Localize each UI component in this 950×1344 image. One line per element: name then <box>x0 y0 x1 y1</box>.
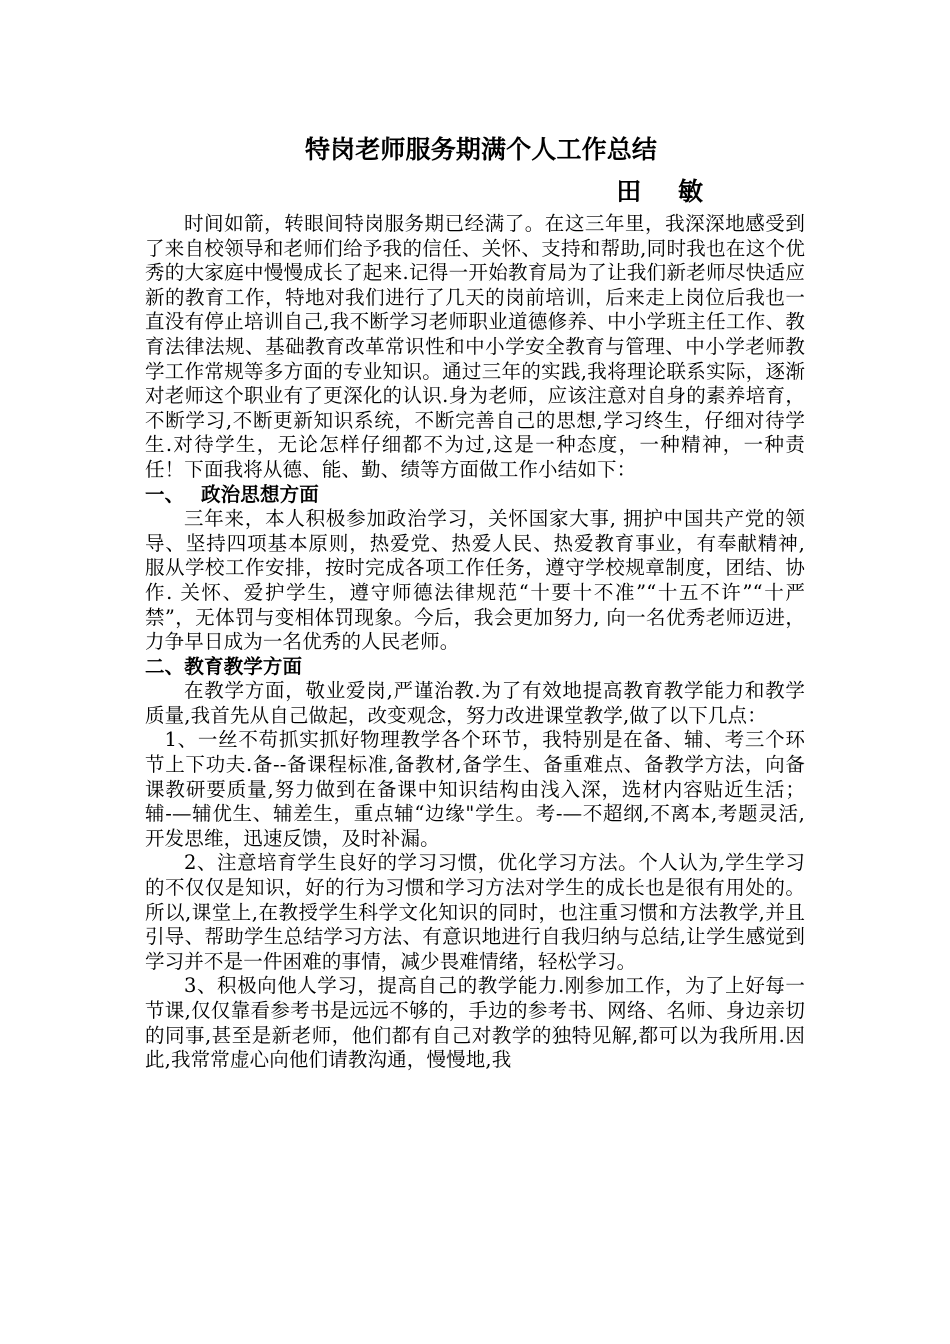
document-body <box>145 126 805 1073</box>
teaching-item-1: 1、一丝不苟抓实抓好物理教学各个环节，我特别是在备、辅、考三个环节上下功夫.备--备课程标准,备教材,备学生、备重难点、备教学方法，向备课教研要质量,努力做到在备课中知识结构由浅入深，选材内容贴近生活；辅-—辅优生、辅差生，重点辅“边缘"学生。考-—不超纲,不离本,考题灵活,开发思维，迅速反馈，及时补漏。 <box>145 728 805 850</box>
teaching-intro-paragraph: 在教学方面，敬业爱岗,严谨治教.为了有效地提高教育教学能力和教学质量,我首先从自己做起，改变观念，努力改进课堂教学,做了以下几点： <box>145 679 805 727</box>
intro-paragraph: 时间如箭，转眼间特岗服务期已经满了。在这三年里，我深深地感受到了来自校领导和老师们给予我的信任、关怀、支持和帮助,同时我也在这个优秀的大家庭中慢慢成长了起来.记得一开始教育局为了让我们新老师尽快适应新的教育工作，特地对我们进行了几天的岗前培训，后来走上岗位后我也一直没有停止培训自己,我不断学习老师职业道德修养、中小学班主任工作、教育法律法规、基础教育改革常识性和中小学安全教育与管理、中小学老师教学工作常规等多方面的专业知识。通过三年的实践,我将理论联系实际，逐渐对老师这个职业有了更深化的认识.身为老师，应该注意对自身的素养培育，不断学习,不断更新知识系统，不断完善自己的思想,学习终生，仔细对待学生.对待学生，无论怎样仔细都不为过,这是一种态度，一种精神，一种责任！下面我将从德、能、勤、绩等方面做工作小结如下： <box>145 212 805 481</box>
teaching-item-2: 2、注意培育学生良好的学习习惯，优化学习方法。个人认为,学生学习的不仅仅是知识，好的行为习惯和学习方法对学生的成长也是很有用处的。所以,课堂上,在教授学生科学文化知识的同时，也注重习惯和方法教学,并且引导、帮助学生总结学习方法、有意识地进行自我归纳与总结,让学生感觉到学习并不是一件困难的事情，减少畏难情绪，轻松学习。 <box>145 851 805 973</box>
section-heading-politics <box>145 483 805 508</box>
document-title: 特岗老师服务期满个人工作总结 <box>304 135 658 164</box>
section-heading-teaching: 二、教育教学方面 <box>145 654 303 678</box>
politics-paragraph: 三年来，本人积极参加政治学习，关怀国家大事, 拥护中国共产党的领导、坚持四项基本原则，热爱党、热爱人民、热爱教育事业，有奉献精神, 服从学校工作安排，按时完成各项工作任务，遵守学校规章制度，团结、协作. 关怀、爱护学生，遵守师德法律规范“十要十不准”“十五不许”“十严禁”，无体罚与变相体罚现象。今后，我会更加努力, 向一名优秀老师迈进，力争早日成为一名优秀的人民老师。 <box>145 507 805 654</box>
author-name: 田 敏 <box>616 177 717 206</box>
teaching-item-3: 3、积极向他人学习，提高自己的教学能力.刚参加工作，为了上好每一节课,仅仅靠看参考书是远远不够的，手边的参考书、网络、名师、身边亲切的同事,甚至是新老师，他们都有自己对教学的独特见解,都可以为我所用.因此,我常常虚心向他们请教沟通，慢慢地,我 <box>145 974 805 1072</box>
section-title: 政治思想方面 <box>201 482 319 506</box>
section-number: 一、 <box>145 482 185 506</box>
